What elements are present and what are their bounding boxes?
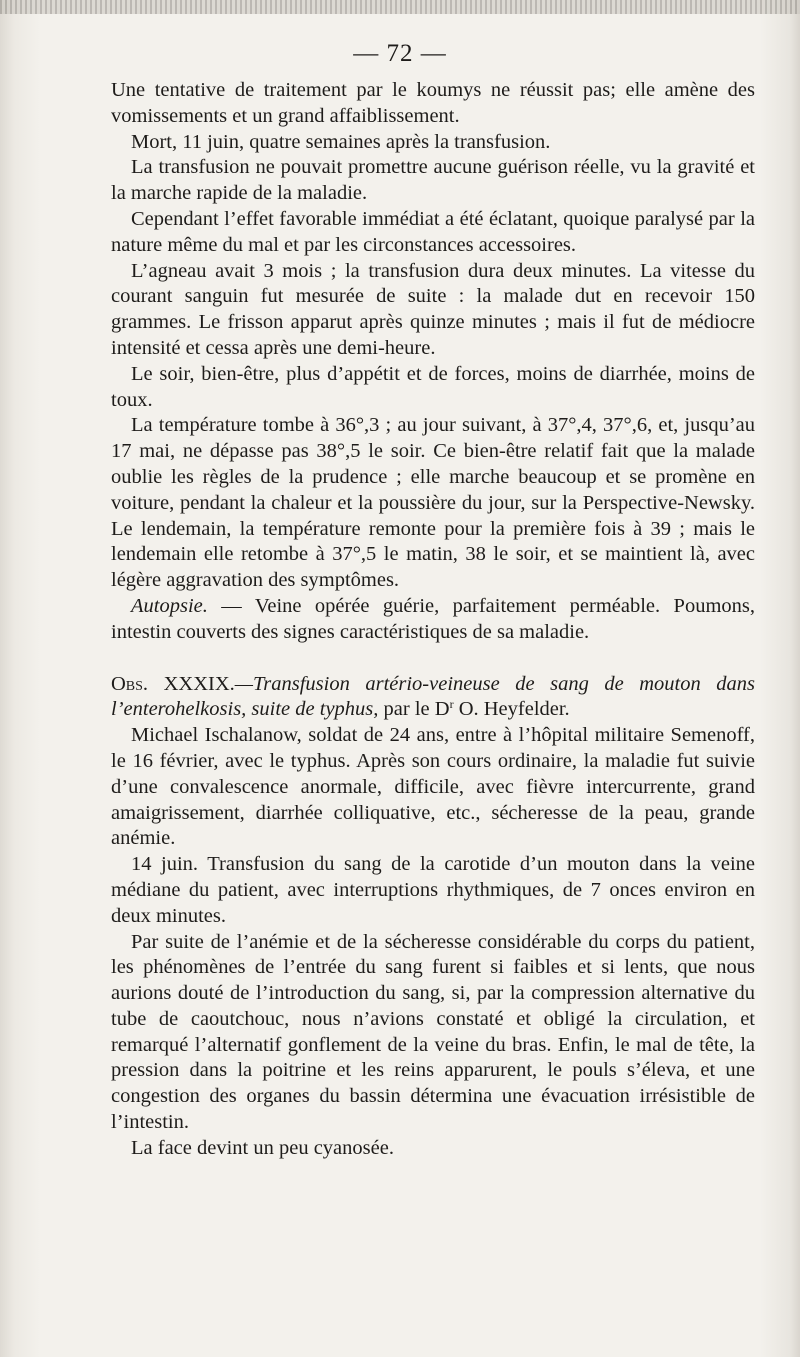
paragraph-2: Mort, 11 juin, quatre semaines après la transfusion. — [131, 130, 551, 153]
paragraph-autopsie — [111, 594, 755, 646]
paragraph-5: L’agneau avait 3 mois ; la transfusion dura deux minutes. La vitesse du courant sanguin fut mesurée de suite : la malade dut en recevoir 150 grammes. Le frisson apparut après quinze minutes ; mais il fut de médiocre intensité et cessa après une demi-heure. — [111, 259, 755, 359]
paragraph-6: Le soir, bien-être, plus d’appétit et de forces, moins de diarrhée, moins de toux. — [111, 362, 755, 411]
observation-title: —Transfusion artério-veineuse de sang de mouton dans l’enterohelkosis, suite de typhus, — [111, 672, 755, 721]
observation-label: Obs. XXXIX. — [111, 672, 235, 695]
section-gap — [111, 646, 755, 672]
observation-author-sup: r — [449, 697, 454, 712]
page-number: — 72 — — [353, 40, 447, 67]
paragraph-1: Une tentative de traitement par le koumys ne réussit pas; elle amène des vomissements et un grand affaiblissement. — [111, 79, 755, 127]
paragraph-12: La face devint un peu cyanosée. — [131, 1136, 394, 1159]
paragraph-10: 14 juin. Transfusion du sang de la carotide d’un mouton dans la veine médiane du patient, avec interruptions rhythmiques, de 7 onces environ en deux minutes. — [111, 853, 755, 927]
paragraph-9: Michael Ischalanow, soldat de 24 ans, entre à l’hôpital militaire Semenoff, le 16 février, avec le typhus. Après son cours ordinaire, la maladie fut suivie d’une convalescence anormale, difficile, avec fièvre intercurrente, grand amaigrissement, diarrhée colliquative, etc., sécheresse de la peau, grande anémie. — [111, 724, 755, 850]
observation-heading — [111, 672, 755, 724]
observation-author-name: O. Heyfelder. — [453, 698, 570, 721]
paragraph-7: La température tombe à 36°,3 ; au jour suivant, à 37°,4, 37°,6, et, jusqu’au 17 mai, ne dépasse pas 38°,5 le soir. Ce bien-être relatif fait que la malade oublie les règles de la prudence ; elle marche beaucoup et se promène en voiture, pendant la chaleur et la poussière du jour, sur la Perspective-Newsky. Le lendemain, la température remonte pour la première fois à 39 ; mais le lendemain elle retombe à 37°,5 le matin, 38 le soir, et se maintient là, avec légère aggravation des symptômes. — [111, 414, 755, 592]
autopsie-label: Autopsie. — [131, 594, 208, 617]
page-top-edge — [0, 0, 800, 14]
autopsie-text: — Veine opérée guérie, parfaitement perméable. Poumons, intestin couverts des signes caractéristiques de sa maladie. — [111, 594, 755, 643]
body-text — [111, 78, 755, 1162]
paragraph-11: Par suite de l’anémie et de la sécheresse considérable du corps du patient, les phénomènes de l’entrée du sang furent si faibles et si lents, que nous aurions douté de l’introduction du sang, si, par la compression alternative du tube de caoutchouc, nous n’avions constaté et obligé la circulation, et remarqué l’alternatif gonflement de la veine du bras. Enfin, le mal de tête, la pression dans la poitrine et les reins apparurent, le pouls s’éleva, et une congestion des organes du bassin détermina une évacuation irrésistible de l’intestin. — [111, 930, 755, 1134]
paragraph-3: La transfusion ne pouvait promettre aucune guérison réelle, vu la gravité et la marche rapide de la maladie. — [111, 156, 755, 205]
observation-author-prefix: par le D — [378, 698, 450, 721]
paragraph-4: Cependant l’effet favorable immédiat a été éclatant, quoique paralysé par la nature même du mal et par les circonstances accessoires. — [111, 207, 755, 256]
